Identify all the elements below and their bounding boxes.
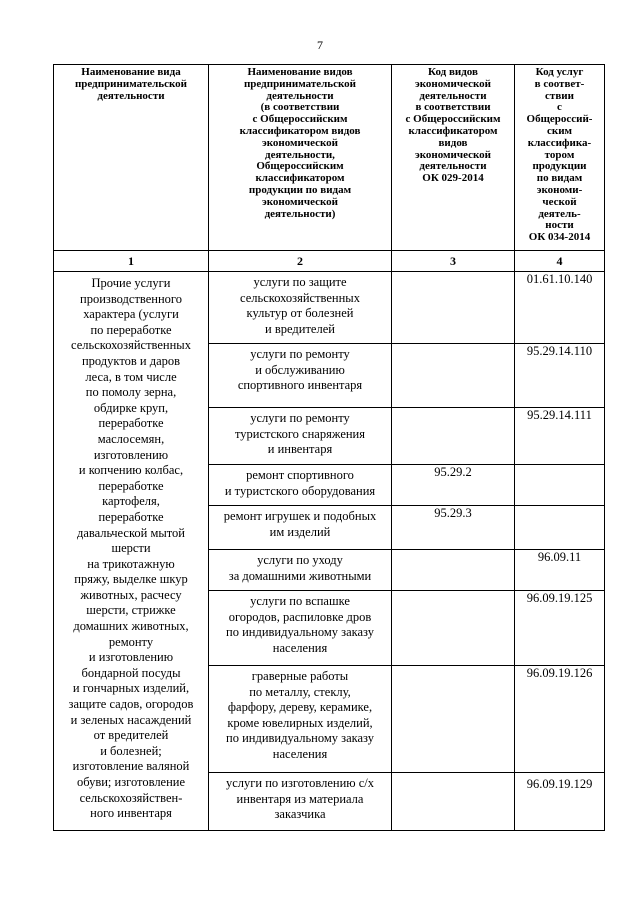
okpd-code: 96.09.19.125 — [515, 591, 605, 666]
okpd-code: 95.29.14.110 — [515, 344, 605, 408]
activity-name: услуги по изготовлению с/х инвентаря из материала заказчика — [209, 773, 392, 831]
okved-code — [392, 408, 515, 465]
activity-name: услуги по ремонту и обслуживанию спортивного инвентаря — [209, 344, 392, 408]
okpd-code: 96.09.19.129 — [515, 773, 605, 831]
activity-name: услуги по вспашке огородов, распиловке дров по индивидуальному заказу населения — [209, 591, 392, 666]
header-okved-code: Код видов экономической деятельности в соответствии с Общероссийским классификатором видов экономической деятельности ОК 029-2014 — [392, 65, 515, 251]
okved-code: 95.29.2 — [392, 465, 515, 506]
okpd-code: 95.29.14.111 — [515, 408, 605, 465]
okved-code — [392, 550, 515, 591]
activity-category: Прочие услуги производственного характера (услуги по переработке сельскохозяйственных продуктов и даров леса, в том числе по помолу зерна, обдирке круп, переработке маслосемян, изготовлению и копчению колбас, переработке картофеля, переработке давальческой мытой шерсти на трикотажную пряжу, выделке шкур животных, расчесу шерсти, стрижке домашних животных, ремонту и изготовлению бондарной посуды и гончарных изделий, защите садов, огородов и зеленых насаждений от вредителей и болезней; изготовление валяной обуви; изготовление сельскохозяйствен- ного инвентаря — [54, 272, 209, 831]
okved-code: 95.29.3 — [392, 506, 515, 550]
activity-table — [53, 64, 605, 831]
okved-code — [392, 591, 515, 666]
okpd-code — [515, 465, 605, 506]
column-number: 2 — [209, 251, 392, 272]
activity-name: услуги по уходу за домашними животными — [209, 550, 392, 591]
okpd-code: 96.09.11 — [515, 550, 605, 591]
okved-code — [392, 344, 515, 408]
okpd-code: 01.61.10.140 — [515, 272, 605, 344]
column-number: 3 — [392, 251, 515, 272]
okved-code — [392, 666, 515, 773]
header-activity-names: Наименование видов предпринимательской деятельности (в соответствии с Общероссийским классификатором видов экономической деятельности, Общероссийским классификатором продукции по видам экономической деятельности) — [209, 65, 392, 251]
activity-name: ремонт игрушек и подобных им изделий — [209, 506, 392, 550]
column-number: 4 — [515, 251, 605, 272]
header-activity-type: Наименование вида предпринимательской деятельности — [54, 65, 209, 251]
okved-code — [392, 272, 515, 344]
okpd-code — [515, 506, 605, 550]
activity-name: граверные работы по металлу, стеклу, фарфору, дереву, керамике, кроме ювелирных изделий, по индивидуальному заказу населения — [209, 666, 392, 773]
activity-name: услуги по ремонту туристского снаряжения и инвентаря — [209, 408, 392, 465]
header-okpd-code: Код услуг в соответ- ствии с Общероссий- ским классифика- тором продукции по видам экономи- ческой деятель- ности ОК 034-2014 — [515, 65, 605, 251]
page-number: 7 — [317, 38, 323, 52]
table-row — [54, 272, 605, 344]
activity-name: услуги по защите сельскохозяйственных культур от болезней и вредителей — [209, 272, 392, 344]
header-row — [54, 65, 605, 251]
activity-name: ремонт спортивного и туристского оборудования — [209, 465, 392, 506]
okved-code — [392, 773, 515, 831]
column-number-row — [54, 251, 605, 272]
okpd-code: 96.09.19.126 — [515, 666, 605, 773]
column-number: 1 — [54, 251, 209, 272]
